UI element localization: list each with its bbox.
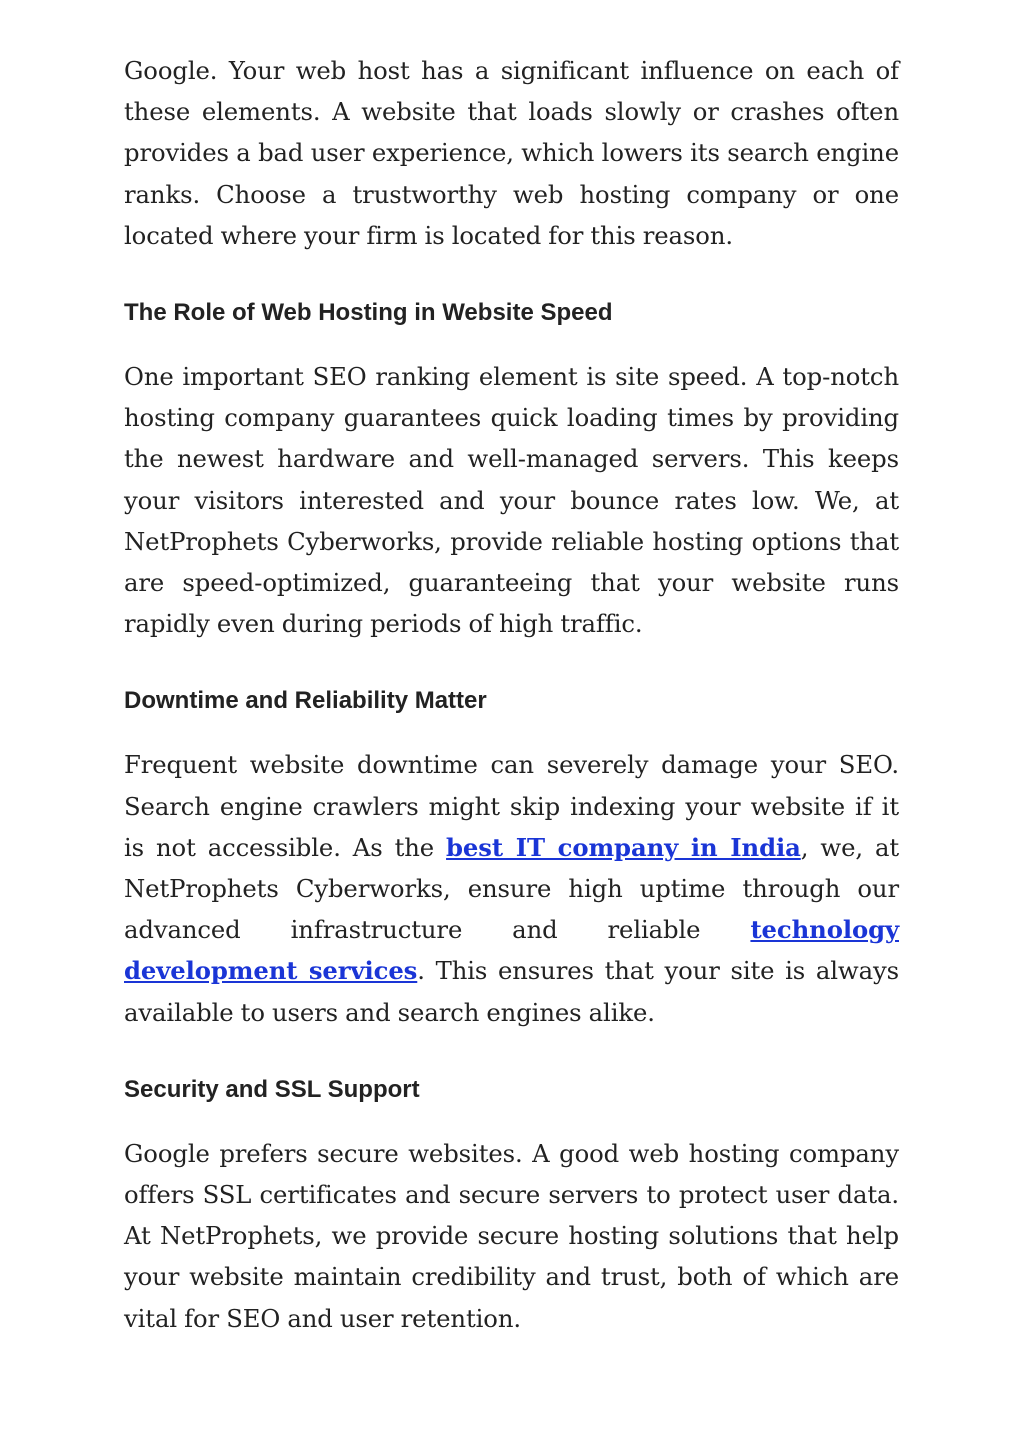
downtime-text-part1: Frequent website downtime can severely damage your SEO. Search engine crawlers might skip indexing your website if it is not accessible. As the — [124, 750, 899, 862]
downtime-paragraph — [124, 744, 899, 1032]
technology-development-services-link[interactable]: technology development services — [124, 915, 899, 986]
security-paragraph: Google prefers secure websites. A good web hosting company offers SSL certificates and secure servers to protect user data. At NetProphets, we provide secure hosting solutions that help your website maintain credibility and trust, both of which are vital for SEO and user retention. — [124, 1138, 899, 1333]
heading-security-ssl: Security and SSL Support — [124, 1075, 420, 1103]
downtime-text-part3: . This ensures that your site is always available to users and search engines alike. — [124, 956, 899, 1027]
best-it-company-link[interactable]: best IT company in India — [446, 832, 801, 862]
heading-website-speed: The Role of Web Hosting in Website Speed — [124, 299, 613, 327]
document-page — [124, 50, 899, 1339]
downtime-text-part2: , we, at NetProphets Cyberworks, ensure high uptime through our advanced infrastructure and reliable — [124, 832, 899, 945]
website-speed-paragraph: One important SEO ranking element is site speed. A top-notch hosting company guarantees quick loading times by providing the newest hardware and well-managed servers. This keeps your visitors interested and your bounce rates low. We, at NetProphets Cyberworks, provide reliable hosting options that are speed-optimized, guaranteeing that your website runs rapidly even during periods of high traffic. — [124, 362, 899, 639]
heading-downtime-reliability: Downtime and Reliability Matter — [124, 687, 487, 715]
intro-paragraph: Google. Your web host has a significant influence on each of these elements. A website that loads slowly or crashes often provides a bad user experience, which lowers its search engine ranks. Choose a trustworthy web hosting company or one located where your firm is located for this reason. — [124, 56, 899, 250]
